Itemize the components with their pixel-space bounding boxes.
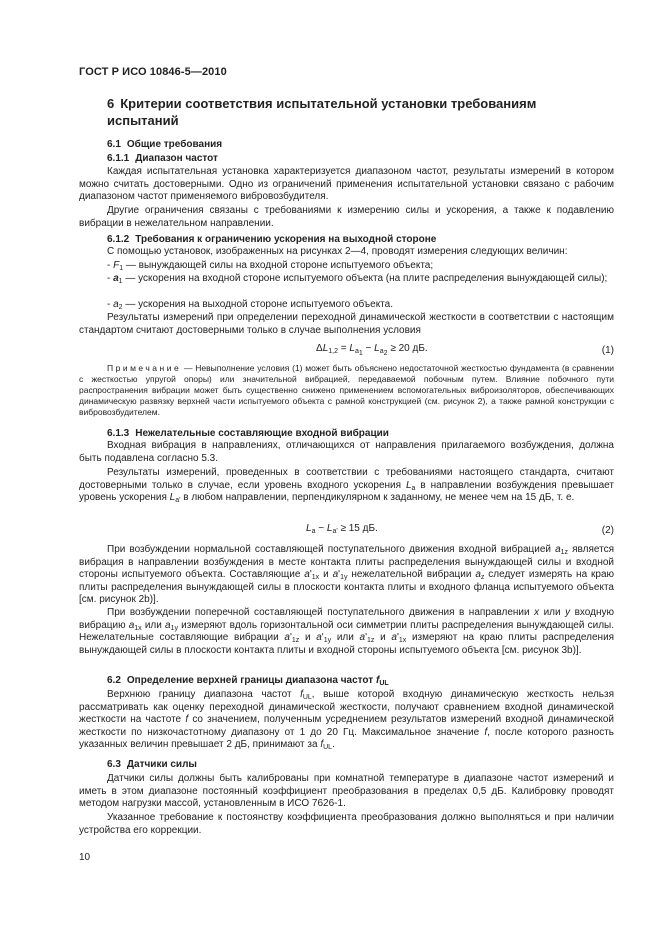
list-item-force: - $F_1$ — вынуждающей силы на входной стороне испытуемого объекта;	[107, 260, 434, 272]
formula-1-number: (1)	[601, 345, 614, 356]
list-item-output-accel: - $a_2$ — ускорения на выходной стороне испытуемого объекта.	[107, 299, 393, 311]
paragraph-2: Другие ограничения связаны с требованиями к измерению силы и ускорения, а также к подавлению вибрации в нежелательном направлении.	[79, 205, 614, 229]
paragraph-7-part-a: При возбуждении нормальной составляющей поступательного движения входной вибрацией	[107, 544, 551, 555]
paragraph-6-part-a: Результаты измерений, проведенных в соответствии с требованиями настоящего стандарта, считают достоверными только в случае, если уровень входного ускорения	[79, 467, 614, 491]
list-item-output-accel-text: — ускорения на выходной стороне испытуемого объекта.	[125, 299, 393, 310]
formula-2-number: (2)	[601, 525, 614, 536]
heading-6-1-3-title: Нежелательные составляющие входной вибрации	[135, 428, 389, 439]
heading-6-3-number: 6.3	[107, 759, 121, 770]
paragraph-9: Верхнюю границу диапазона частот $f_{UL}$, выше которой входную динамическую жесткость нельзя рассматривать как оценку переходной динамической жесткости, получают сравнением входной динамической жесткости на частоте f со значением, полученным усреднением результатов измерений входной динамической жесткости по низкочастотному диапазону от 1 до 20 Гц. Максимальное значение f, после которого разность указанных величин превышает 2 дБ, принимают за $f_{UL}$.	[79, 689, 615, 752]
paragraph-8-part-b: или	[543, 607, 561, 618]
paragraph-8: При возбуждении поперечной составляющей поступательного движения в направлении x или y входную вибрацию $a_{1x}$ или $a_{1y}$ измеряют вдоль горизонтальной оси симметрии плиты распределения вынуждающей силы. Нежелательные составляющие вибрации $a'_{1z}$ и $a'_{1y}$ или $a'_{1z}$ и $a'_{1x}$ измеряют на краю плиты распределения вынуждающей силы в плоскости контакта плиты и входной стороны испытуемого объекта [см. рисунок 3b)].	[79, 607, 615, 656]
list-item-force-text: — вынуждающей силы на входной стороне испытуемого объекта;	[125, 260, 434, 271]
heading-6-1-1	[107, 152, 218, 165]
paragraph-10: Датчики силы должны быть калиброваны при комнатной температуре в диапазоне частот измерений и иметь в этом диапазоне постоянный коэффициент преобразования в пределах 0,5 дБ. Калибровку проводят методом нагрузки массой, установленным в ИСО 7626-1.	[79, 773, 614, 810]
note	[79, 363, 614, 418]
paragraph-8-part-e: измеряют вдоль горизонтальной оси симметрии плиты распределения вынуждающей силы. Нежелательные составляющие вибрации	[79, 619, 614, 644]
paragraph-6-part-b: в направлении возбуждения превышает уровень ускорения	[79, 479, 614, 504]
paragraph-9-part-d: , после которого разность указанных величин превышает 2 дБ, принимают за	[79, 726, 615, 751]
paragraph-8-part-h: и	[380, 632, 386, 644]
paragraph-8-part-c: входную вибрацию	[79, 607, 615, 631]
formula-1-tail: ≥ 20 дБ.	[390, 343, 428, 354]
paragraph-8-part-g: или	[336, 632, 354, 644]
paragraph-8-part-i: измеряют на краю плиты распределения вынуждающей силы в плоскости контакта плиты и входной стороны испытуемого объекта [см. рисунок 3b)].	[79, 632, 615, 656]
heading-6-1-1-number: 6.1.1	[107, 153, 130, 164]
section-number: 6	[107, 96, 115, 111]
note-text: — Невыполнение условия (1) может быть объяснено недостаточной жесткостью фундамента (в сравнении с жесткостью упругой опоры) или значительной вибрацией, передаваемой побочным путем. Влияние побочного пути распространения вибрации может быть существенно снижено применением вспомогательных виброизоляторов, обеспечивающих динамическую развязку верхней части испытуемого объекта с рамной конструкцией (см. рисунок 2), а также рамной конструкции с вибровозбудителем.	[79, 363, 614, 417]
heading-6-1	[107, 138, 222, 151]
paragraph-7-part-b: является вибрация в направлении возбуждения в месте контакта плиты распределения вынуждающей силы и входной стороны испытуемого объекта. Составляющие	[79, 544, 614, 581]
paragraph-6-part-c: в любом направлении, перпендикулярном к заданному, не менее чем на 15 дБ, т. е.	[183, 492, 575, 504]
paragraph-3: С помощью установок, изображенных на рисунках 2—4, проводят измерения следующих величин:	[107, 246, 568, 257]
section-6-heading	[107, 95, 607, 129]
list-item-input-accel: - $a_1$ — ускорения на входной стороне испытуемого объекта (на плите распределения вынуждающей силы);	[107, 273, 608, 285]
paragraph-11: Указанное требование к постоянству коэффициента преобразования должно выполняться и при наличии устройства его коррекции.	[79, 812, 614, 836]
heading-6-1-1-title: Диапазон частот	[135, 153, 218, 164]
heading-6-3	[107, 758, 197, 771]
heading-6-2-title: Определение верхней границы диапазона частот	[126, 675, 374, 686]
paragraph-6: Результаты измерений, проведенных в соответствии с требованиями настоящего стандарта, считают достоверными только в случае, если уровень входного ускорения $L_a$ в направлении возбуждения превышает уровень ускорения $L_{a'}$ в любом направлении, перпендикулярном к заданному, не менее чем на 15 дБ, т. е.	[79, 467, 614, 505]
heading-6-1-2	[107, 233, 436, 246]
formula-1: $\Delta L_{1,2} = L_{a_1} - L_{a_2} \ge 20$ дБ.	[316, 343, 428, 357]
paragraph-9-part-b: , выше которой входную динамическую жесткость нельзя рассматривать как оценку переходной динамической жесткости, получают сравнением входной динамической жесткости на частоте	[79, 689, 614, 726]
paragraph-8-part-d: или	[144, 619, 162, 631]
heading-6-3-title: Датчики силы	[126, 759, 197, 770]
note-label: Примечание	[107, 363, 182, 373]
formula-2-tail: ≥ 15 дБ.	[340, 523, 378, 534]
paragraph-7-part-c: и	[323, 569, 329, 581]
paragraph-1: Каждая испытательная установка характеризуется диапазоном частот, результаты измерений в котором можно считать достоверными. Одно из ограничений применения испытательной установки связано с рабочим диапазоном частот применяемого вибровозбудителя.	[79, 166, 614, 203]
heading-6-1-number: 6.1	[107, 139, 121, 150]
heading-6-1-title: Общие требования	[126, 139, 223, 150]
heading-6-1-2-title: Требования к ограничению ускорения на выходной стороне	[135, 234, 437, 245]
paragraph-9-part-a: Верхнюю границу диапазона частот	[107, 689, 292, 700]
list-item-input-accel-text: — ускорения на входной стороне испытуемого объекта (на плите распределения вынуждающей силы);	[125, 273, 608, 284]
heading-6-1-2-number: 6.1.2	[107, 234, 130, 245]
formula-2: $L_a - L_{a'} \ge 15$ дБ.	[306, 523, 378, 535]
paragraph-5: Входная вибрация в направлениях, отличающихся от направления прилагаемого возбуждения, должна быть подавлена согласно 5.3.	[79, 440, 614, 464]
page-number: 10	[79, 852, 91, 863]
standard-header: ГОСТ Р ИСО 10846-5—2010	[79, 66, 227, 78]
paragraph-4: Результаты измерений при определении переходной динамической жесткости в соответствии с настоящим стандартом считают достоверными только в случае выполнения условия	[79, 312, 614, 336]
heading-6-2-number: 6.2	[107, 675, 121, 686]
section-title: Критерии соответствия испытательной установки требованиям испытаний	[107, 96, 537, 128]
paragraph-8-part-f: и	[304, 632, 311, 644]
paragraph-9-part-c: со значением, полученным усреднением результатов измерений входной динамической жесткости по низкочастотному диапазону от 1 до 20 Гц. Максимальное значение	[79, 714, 615, 738]
heading-6-1-3-number: 6.1.3	[107, 428, 130, 439]
heading-6-2: 6.2 Определение верхней границы диапазона частот $f_{UL}$	[107, 675, 389, 687]
paragraph-7: При возбуждении нормальной составляющей поступательного движения входной вибрацией $a_{1z}$ является вибрация в направлении возбуждения в месте контакта плиты распределения вынуждающей силы и входной стороны испытуемого объекта. Составляющие $a'_{1x}$ и $a'_{1y}$ нежелательной вибрации $a_z$ следует измерять на краю плиты распределения вынуждающей силы в плоскости контакта плиты и входного фланца испытуемого объекта [см. рисунок 2b)].	[79, 544, 615, 606]
paragraph-7-part-d: нежелательной вибрации	[351, 569, 472, 581]
paragraph-7-part-e: следует измерять на краю плиты распределения вынуждающей силы в плоскости контакта плиты и входного фланца испытуемого объекта [см. рисунок 2b)].	[79, 569, 615, 606]
paragraph-8-part-a: При возбуждении поперечной составляющей поступательного движения в направлении	[107, 607, 530, 618]
heading-6-1-3	[107, 427, 389, 440]
